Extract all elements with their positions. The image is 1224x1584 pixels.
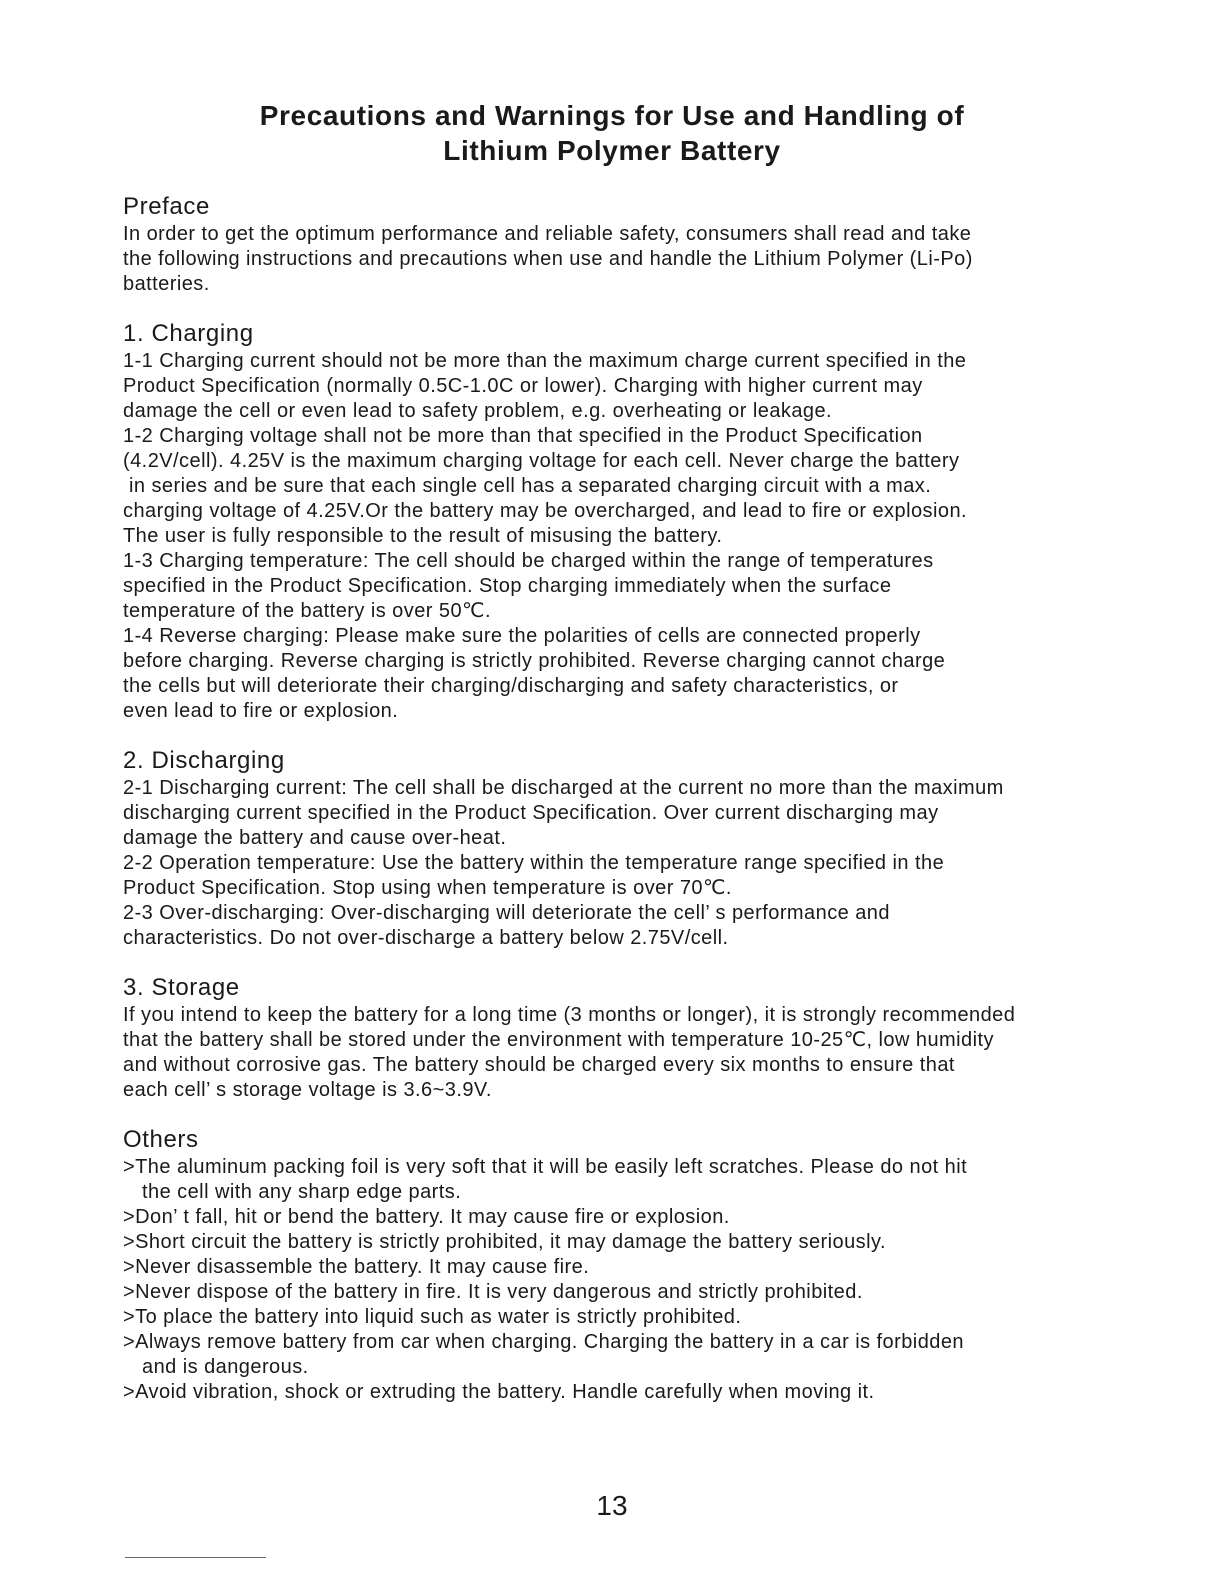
text-line: If you intend to keep the battery for a long time (3 months or longer), it is strongly recommended (123, 1004, 1016, 1026)
section-discharging (123, 746, 1123, 951)
text-line: before charging. Reverse charging is strictly prohibited. Reverse charging cannot charge (123, 650, 946, 672)
text-line: damage the cell or even lead to safety problem, e.g. overheating or leakage. (123, 400, 833, 422)
text-line: 2-3 Over-discharging: Over-discharging will deteriorate the cell’ s performance and (123, 902, 890, 924)
bullet-line: >The aluminum packing foil is very soft that it will be easily left scratches. Please do not hit (123, 1156, 968, 1178)
page-title (0, 98, 1224, 168)
text-line: damage the battery and cause over-heat. (123, 827, 507, 849)
text-line: Product Specification (normally 0.5C-1.0C or lower). Charging with higher current may (123, 375, 923, 397)
text-line: charging voltage of 4.25V.Or the battery may be overcharged, and lead to fire or explosion. (123, 500, 968, 522)
section-heading: 2. Discharging (123, 747, 285, 774)
section-charging (123, 319, 1123, 724)
bullet-line: >Always remove battery from car when charging. Charging the battery in a car is forbidden (123, 1331, 964, 1353)
section-text (123, 1155, 1123, 1405)
section-text (123, 776, 1123, 951)
title-line-1: Precautions and Warnings for Use and Handling of (259, 100, 965, 131)
text-line: Product Specification. Stop using when temperature is over 70℃. (123, 877, 732, 899)
section-text (123, 1003, 1123, 1103)
text-line: In order to get the optimum performance and reliable safety, consumers shall read and take (123, 223, 972, 245)
document-body (123, 192, 1123, 1427)
footer-divider (125, 1557, 266, 1558)
bullet-line: >Never disassemble the battery. It may cause fire. (123, 1256, 590, 1278)
text-line: The user is fully responsible to the result of misusing the battery. (123, 525, 723, 547)
section-text (123, 349, 1123, 724)
text-line: (4.2V/cell). 4.25V is the maximum charging voltage for each cell. Never charge the battery (123, 450, 960, 472)
text-line: characteristics. Do not over-discharge a battery below 2.75V/cell. (123, 927, 729, 949)
section-heading: Others (123, 1126, 199, 1153)
text-line: that the battery shall be stored under the environment with temperature 10-25℃, low humidity (123, 1029, 994, 1051)
bullet-continuation: and is dangerous. (142, 1356, 309, 1378)
bullet-line: >Never dispose of the battery in fire. It is very dangerous and strictly prohibited. (123, 1281, 863, 1303)
bullet-line: >Avoid vibration, shock or extruding the battery. Handle carefully when moving it. (123, 1381, 875, 1403)
bullet-continuation: the cell with any sharp edge parts. (142, 1181, 462, 1203)
text-line: 1-1 Charging current should not be more than the maximum charge current specified in the (123, 350, 967, 372)
bullet-line: >Short circuit the battery is strictly prohibited, it may damage the battery seriously. (123, 1231, 886, 1253)
text-line: and without corrosive gas. The battery should be charged every six months to ensure that (123, 1054, 955, 1076)
section-heading: 1. Charging (123, 320, 254, 347)
text-line: the cells but will deteriorate their charging/discharging and safety characteristics, or (123, 675, 899, 697)
page-number: 13 (596, 1490, 628, 1521)
text-line: in series and be sure that each single cell has a separated charging circuit with a max. (123, 475, 932, 497)
text-line: 1-2 Charging voltage shall not be more than that specified in the Product Specification (123, 425, 923, 447)
section-heading: Preface (123, 193, 210, 220)
text-line: temperature of the battery is over 50℃. (123, 600, 491, 622)
text-line: each cell’ s storage voltage is 3.6~3.9V. (123, 1079, 492, 1101)
section-text (123, 222, 1123, 297)
text-line: the following instructions and precautions when use and handle the Lithium Polymer (Li-Po) (123, 248, 973, 270)
section-others (123, 1125, 1123, 1405)
text-line: discharging current specified in the Product Specification. Over current discharging may (123, 802, 939, 824)
text-line: specified in the Product Specification. Stop charging immediately when the surface (123, 575, 892, 597)
text-line: 1-4 Reverse charging: Please make sure the polarities of cells are connected properly (123, 625, 921, 647)
text-line: 2-1 Discharging current: The cell shall be discharged at the current no more than the maximum (123, 777, 1004, 799)
section-storage (123, 973, 1123, 1103)
title-line-2: Lithium Polymer Battery (443, 135, 781, 166)
text-line: 1-3 Charging temperature: The cell should be charged within the range of temperatures (123, 550, 934, 572)
bullet-line: >To place the battery into liquid such as water is strictly prohibited. (123, 1306, 742, 1328)
text-line: batteries. (123, 273, 210, 295)
bullet-line: >Don’ t fall, hit or bend the battery. It may cause fire or explosion. (123, 1206, 730, 1228)
section-heading: 3. Storage (123, 974, 240, 1001)
section-preface (123, 192, 1123, 297)
text-line: 2-2 Operation temperature: Use the battery within the temperature range specified in the (123, 852, 945, 874)
text-line: even lead to fire or explosion. (123, 700, 399, 722)
